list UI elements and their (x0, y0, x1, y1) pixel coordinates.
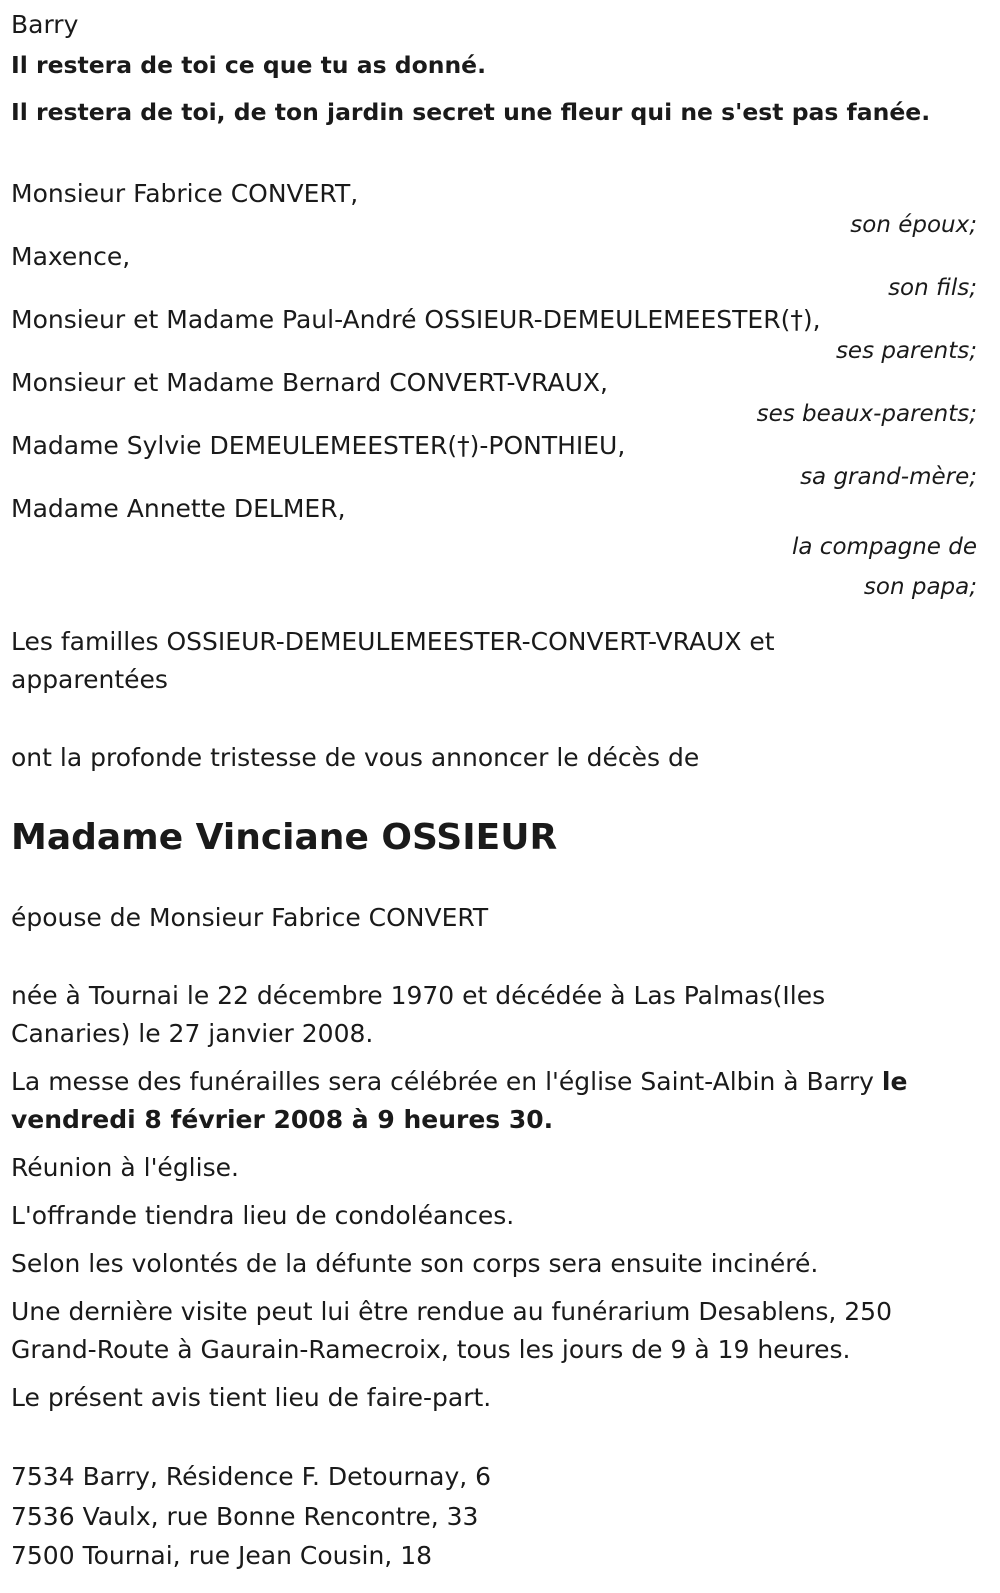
funeral-paragraph (11, 1063, 977, 1139)
town-name: Barry (11, 10, 79, 39)
death-notice (11, 6, 977, 1576)
family-member-relation: son papa; (863, 574, 977, 600)
family-member-relation: sa grand-mère; (800, 464, 977, 490)
note-line: L'offrande tiendra lieu de condoléances. (11, 1201, 515, 1230)
birth-death-line: née à Tournai le 22 décembre 1970 et décédée à Las Palmas(Iles (11, 981, 826, 1010)
funeral-date-start: le (881, 1067, 908, 1096)
families-line: Les familles OSSIEUR-DEMEULEMEESTER-CONVERT-VRAUX et (11, 627, 775, 656)
notice-line: Le présent avis tient lieu de faire-part. (11, 1383, 492, 1412)
address-line: 7534 Barry, Résidence F. Detournay, 6 (11, 1462, 492, 1491)
funeral-text: La messe des funérailles sera célébrée en l'église Saint-Albin à Barry (11, 1067, 882, 1096)
family-member-name: Monsieur et Madame Bernard CONVERT-VRAUX, (11, 368, 608, 397)
spouse-line: épouse de Monsieur Fabrice CONVERT (11, 903, 489, 932)
quote-line-2: Il restera de toi, de ton jardin secret une fleur qui ne s'est pas fanée. (11, 98, 931, 126)
family-member-relation: son époux; (850, 212, 977, 238)
family-member (11, 302, 977, 365)
birth-death-line: Canaries) le 27 janvier 2008. (11, 1019, 374, 1048)
family-member-name: Monsieur Fabrice CONVERT, (11, 179, 359, 208)
family-member-relation: son fils; (888, 275, 977, 301)
deceased-name: Madame Vinciane OSSIEUR (11, 817, 558, 858)
note-line: Selon les volontés de la défunte son corps sera ensuite incinéré. (11, 1249, 819, 1278)
address-line: 7500 Tournai, rue Jean Cousin, 18 (11, 1541, 433, 1570)
family-member-name: Madame Sylvie DEMEULEMEESTER(†)-PONTHIEU, (11, 431, 626, 460)
address-line: 7536 Vaulx, rue Bonne Rencontre, 33 (11, 1501, 479, 1531)
note-line: Réunion à l'église. (11, 1153, 239, 1182)
family-list (11, 176, 977, 607)
family-member (11, 428, 977, 491)
families-line: apparentées (11, 665, 168, 694)
announcement-text: ont la profonde tristesse de vous annoncer le décès de (11, 743, 700, 772)
funeral-date: vendredi 8 février 2008 à 9 heures 30. (11, 1105, 554, 1134)
family-member-relation: la compagne de (792, 534, 977, 560)
visit-line: Grand-Route à Gaurain-Ramecroix, tous les jours de 9 à 19 heures. (11, 1335, 851, 1364)
families-paragraph (11, 623, 977, 699)
visit-paragraph (11, 1293, 977, 1369)
family-member (11, 365, 977, 428)
family-member (11, 491, 977, 607)
family-member-relation: ses beaux-parents; (756, 401, 977, 427)
family-member-name: Monsieur et Madame Paul-André OSSIEUR-DEMEULEMEESTER(†), (11, 305, 821, 334)
address-list (11, 1457, 977, 1576)
visit-line: Une dernière visite peut lui être rendue au funérarium Desablens, 250 (11, 1297, 892, 1326)
family-member-relation: ses parents; (835, 338, 977, 364)
funeral-line (11, 1063, 977, 1101)
quote-line-1: Il restera de toi ce que tu as donné. (11, 51, 487, 79)
family-member (11, 176, 977, 239)
family-member-name: Madame Annette DELMER, (11, 494, 346, 523)
family-member-name: Maxence, (11, 242, 131, 271)
family-member (11, 239, 977, 302)
birth-death-paragraph (11, 977, 977, 1053)
